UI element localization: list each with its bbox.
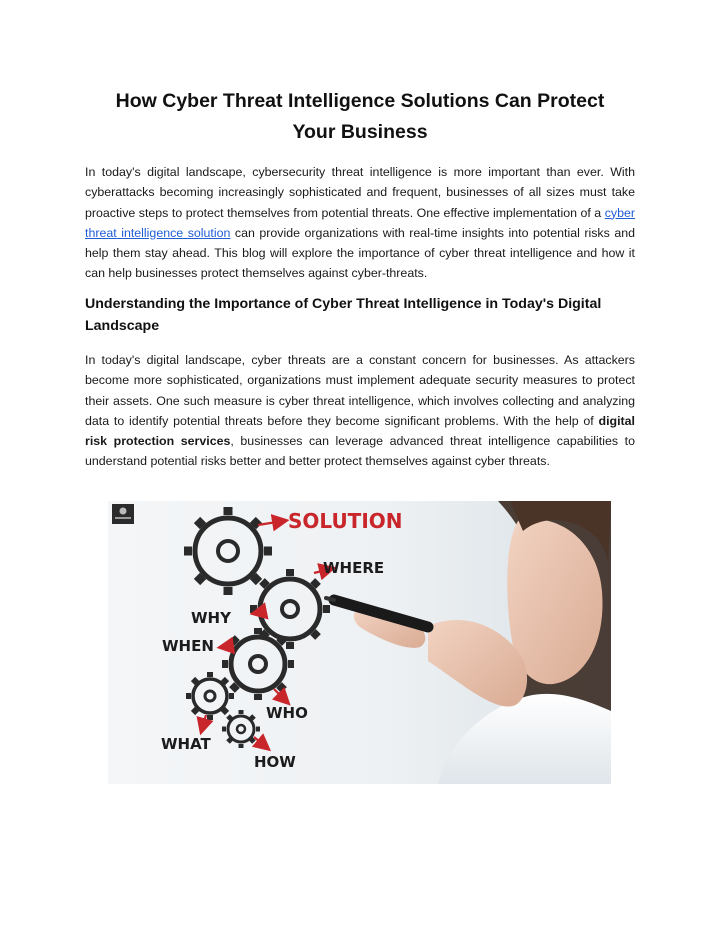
label-why: WHY	[191, 609, 231, 627]
label-when: WHEN	[162, 637, 214, 655]
section-text-end: , businesses can leverage advanced threat intelligence capabilities to understand potential risks better and better protect themselves against cyber threats.	[85, 434, 635, 469]
section-paragraph	[85, 350, 635, 472]
illustration-svg	[108, 501, 611, 784]
label-how: HOW	[254, 753, 296, 771]
digital-risk-protection-services-bold: digital risk protection services	[85, 413, 635, 449]
gears-solution-illustration	[108, 501, 611, 784]
page-title	[60, 86, 660, 148]
label-solution: SOLUTION	[288, 509, 403, 533]
label-who: WHO	[266, 704, 308, 722]
logo-badge	[112, 504, 134, 524]
label-what: WHAT	[161, 735, 211, 753]
intro-text-end: can provide organizations with real-time insights into potential risks and help them stay ahead. This blog will explore the importance of cyber threat intelligence and how it can help businesses protect themselves against cyber-threats.	[85, 225, 635, 281]
intro-text-start: In today's digital landscape, cybersecurity threat intelligence is more important than ever. With cyberattacks becoming increasingly sophisticated and frequent, businesses of all sizes must take proactive steps to protect themselves from potential threats. One effective implementation of a	[85, 165, 635, 220]
section-text-start: In today's digital landscape, cyber threats are a constant concern for businesses. As attackers become more sophisticated, organizations must implement adequate security measures to protect their assets. One such measure is cyber threat intelligence, which involves collecting and analyzing data to identify potential threats before they become significant problems. With the help of	[85, 353, 635, 428]
arrow-when	[223, 646, 230, 647]
section-heading: Understanding the Importance of Cyber Threat Intelligence in Today's Digital Landscape	[85, 296, 602, 334]
cyber-threat-intelligence-solution-link[interactable]: cyber threat intelligence solution	[85, 205, 635, 240]
title-line-1: How Cyber Threat Intelligence Solutions Can Protect	[115, 90, 605, 112]
title-line-2: Your Business	[292, 121, 428, 143]
label-where: WHERE	[323, 559, 385, 577]
intro-paragraph	[85, 162, 635, 284]
